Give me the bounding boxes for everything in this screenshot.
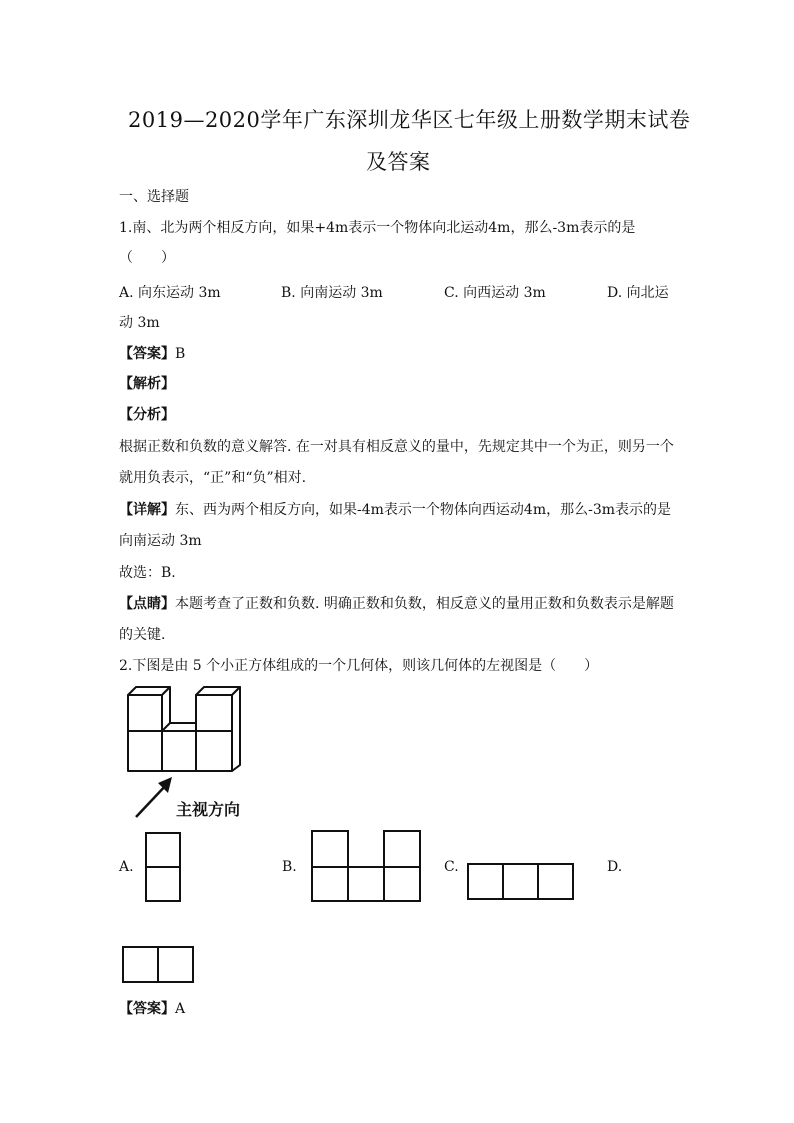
q1-fenxi-line1: 根据正数和负数的意义解答. 在一对具有相反意义的量中，先规定其中一个为正，则另一个 [119, 439, 674, 455]
detail-text: 东、西为两个相反方向，如果-4m表示一个物体向西运动4m，那么-3m表示的是 [175, 502, 672, 518]
q1-detail-line2: 向南运动 3m [119, 533, 202, 549]
comment-text: 本题考查了正数和负数. 明确正数和负数，相反意义的量用正数和负数表示是解题 [175, 596, 674, 612]
answer-value: B [175, 346, 186, 362]
q1-comment-line1 [119, 593, 674, 613]
option-label: B. [281, 285, 296, 301]
q2-option-c-figure [467, 863, 577, 903]
q2-stem: 2.下图是由 5 个小正方体组成的一个几何体，则该几何体的左视图是（ ） [119, 658, 599, 674]
page-title-line1: 2019—2020学年广东深圳龙华区七年级上册数学期末试卷 [128, 108, 691, 132]
comment-tag: 【点睛】 [119, 596, 175, 612]
q2-option-a-figure [145, 832, 185, 902]
q1-analysis-tag: 【解析】 [119, 376, 175, 392]
q1-fenxi-tag: 【分析】 [119, 407, 175, 423]
option-label: D. [607, 285, 623, 301]
option-text: 向北运 [626, 285, 669, 301]
q1-stem-line2: （ ） [119, 250, 175, 266]
option-label: A. [119, 285, 134, 301]
q1-answer [119, 343, 185, 363]
q1-option-b [281, 282, 383, 302]
q2-answer [119, 998, 185, 1018]
q2-option-b-label: B. [282, 859, 297, 875]
q2-option-a-label: A. [119, 859, 134, 875]
q1-option-d-wrap: 动 3m [119, 315, 160, 331]
answer-value: A [175, 1001, 186, 1017]
option-label: C. [444, 285, 459, 301]
q2-option-b-figure [311, 830, 421, 902]
page-title-line2: 及答案 [366, 150, 431, 174]
q2-option-c-label: C. [444, 859, 459, 875]
q1-comment-line2: 的关键. [119, 627, 166, 643]
section-heading: 一、选择题 [119, 189, 189, 205]
q1-option-a [119, 282, 221, 302]
option-text: 向东运动 3m [138, 285, 221, 301]
q1-fenxi-line2: 就用负表示，“正”和“负”相对. [119, 470, 307, 486]
option-text: 向西运动 3m [463, 285, 546, 301]
q1-choose: 故选：B. [119, 565, 176, 581]
solid-figure [120, 683, 260, 783]
q1-detail-line1 [119, 499, 671, 519]
view-direction-label: 主视方向 [176, 800, 241, 819]
detail-tag: 【详解】 [119, 502, 175, 518]
q1-option-c [444, 282, 546, 302]
q2-option-d-label: D. [607, 859, 623, 875]
answer-tag: 【答案】 [119, 346, 175, 362]
q2-option-d-figure [122, 946, 194, 986]
q1-option-d [607, 282, 669, 302]
q1-stem-line1: 1.南、北为两个相反方向，如果+4m表示一个物体向北运动4m，那么-3m表示的是 [119, 220, 636, 236]
option-text: 向南运动 3m [300, 285, 383, 301]
answer-tag: 【答案】 [119, 1001, 175, 1017]
view-direction-arrow-icon [132, 773, 182, 823]
